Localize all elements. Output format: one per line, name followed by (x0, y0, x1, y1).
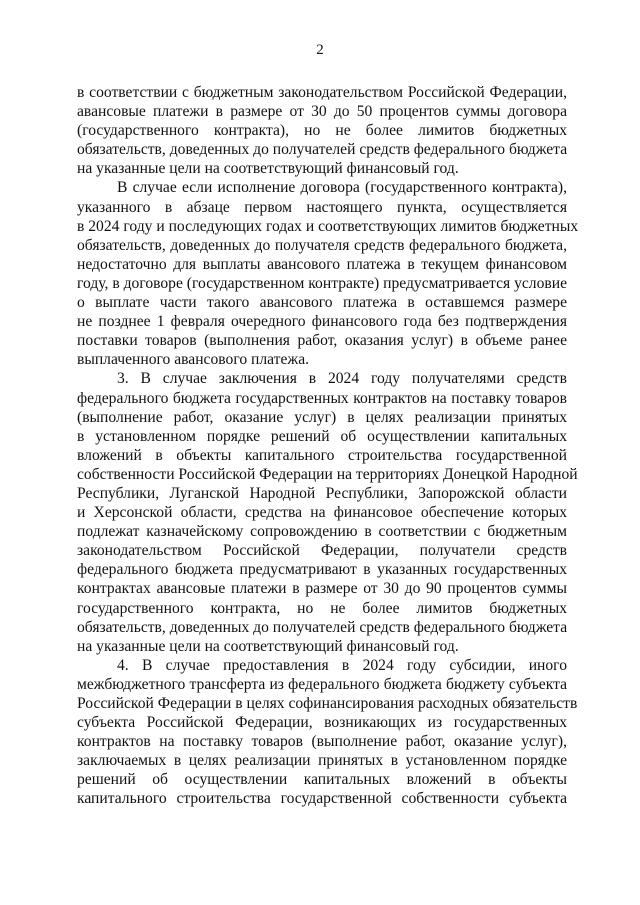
text-line: подлежат казначейскому сопровождению в соответствии с бюджетным (77, 523, 567, 541)
text-line: законодательством Российской Федерации, получатели средств (77, 542, 567, 560)
text-line: и Херсонской области, средства на финансовое обеспечение которых (77, 504, 567, 522)
paragraph (77, 83, 567, 178)
text-line: недостаточно для выплаты авансового платежа в текущем финансовом (77, 255, 567, 273)
text-line: 4. В случае предоставления в 2024 году субсидии, иного (117, 656, 567, 674)
text-line: 3. В случае заключения в 2024 году получателями средств (117, 370, 567, 388)
text-line: обязательств, доведенных до получателей средств федерального бюджета (77, 141, 568, 159)
text-line: В случае если исполнение договора (государственного контракта), (117, 179, 567, 197)
text-line: заключаемых в целях реализации принятых в установленном порядке (77, 752, 567, 770)
text-line: (государственного контракта), но не более лимитов бюджетных (77, 122, 567, 140)
text-line: не позднее 1 февраля очередного финансового года без подтверждения (77, 313, 567, 331)
text-line: контрактов на поставку товаров (выполнение работ, оказание услуг), (77, 733, 567, 751)
paragraph (77, 656, 578, 809)
text-line: решений об осуществлении капитальных вложений в объекты (77, 771, 567, 789)
text-line: указанного в абзаце первом настоящего пункта, осуществляется (77, 198, 567, 216)
text-line: субъекта Российской Федерации, возникающих из государственных (77, 714, 567, 732)
text-line: вложений в объекты капитального строительства государственной (77, 446, 567, 464)
text-line: собственности Российской Федерации на территориях Донецкой Народной (77, 465, 578, 483)
text-line: выплаченного авансового платежа. (77, 351, 310, 369)
text-line: обязательств, доведенных до получателей средств федерального бюджета (77, 618, 568, 636)
text-line: Республики, Луганской Народной Республики, Запорожской области (77, 484, 567, 502)
text-line: Российской Федерации в целях софинансирования расходных обязательств (77, 695, 578, 712)
text-line: обязательств, доведенных до получателя средств федерального бюджета, (77, 236, 567, 254)
text-line: о выплате части такого авансового платежа в оставшемся размере (77, 294, 567, 312)
document-body (77, 83, 579, 809)
text-line: году, в договоре (государственном контракте) предусматривается условие (77, 274, 567, 292)
text-line: поставки товаров (выполнения работ, оказания услуг) в объеме ранее (77, 332, 567, 350)
text-line: авансовые платежи в размере от 30 до 50 процентов суммы договора (77, 103, 567, 121)
paragraph (77, 369, 578, 655)
text-line: в соответствии с бюджетным законодательством Российской Федерации, (77, 84, 567, 101)
paragraph (77, 178, 579, 369)
text-line: в установленном порядке решений об осуществлении капитальных (77, 427, 567, 445)
text-line: государственного контракта, но не более лимитов бюджетных (77, 599, 567, 617)
text-line: контрактах авансовые платежи в размере от 30 до 90 процентов суммы (77, 580, 567, 598)
text-line: на указанные цели на соответствующий финансовый год. (77, 637, 459, 655)
text-line: (выполнение работ, оказание услуг) в целях реализации принятых (77, 408, 567, 426)
text-line: капитального строительства государственной собственности субъекта (77, 790, 567, 808)
text-line: федерального бюджета предусматривают в указанных государственных (77, 561, 567, 579)
page-number: 2 (316, 42, 324, 58)
text-line: на указанные цели на соответствующий финансовый год. (77, 160, 459, 178)
text-line: в 2024 году и последующих годах и соответствующих лимитов бюджетных (77, 217, 579, 235)
text-line: межбюджетного трансферта из федерального бюджета бюджету субъекта (77, 675, 567, 693)
text-line: федерального бюджета государственных контрактов на поставку товаров (77, 389, 567, 407)
